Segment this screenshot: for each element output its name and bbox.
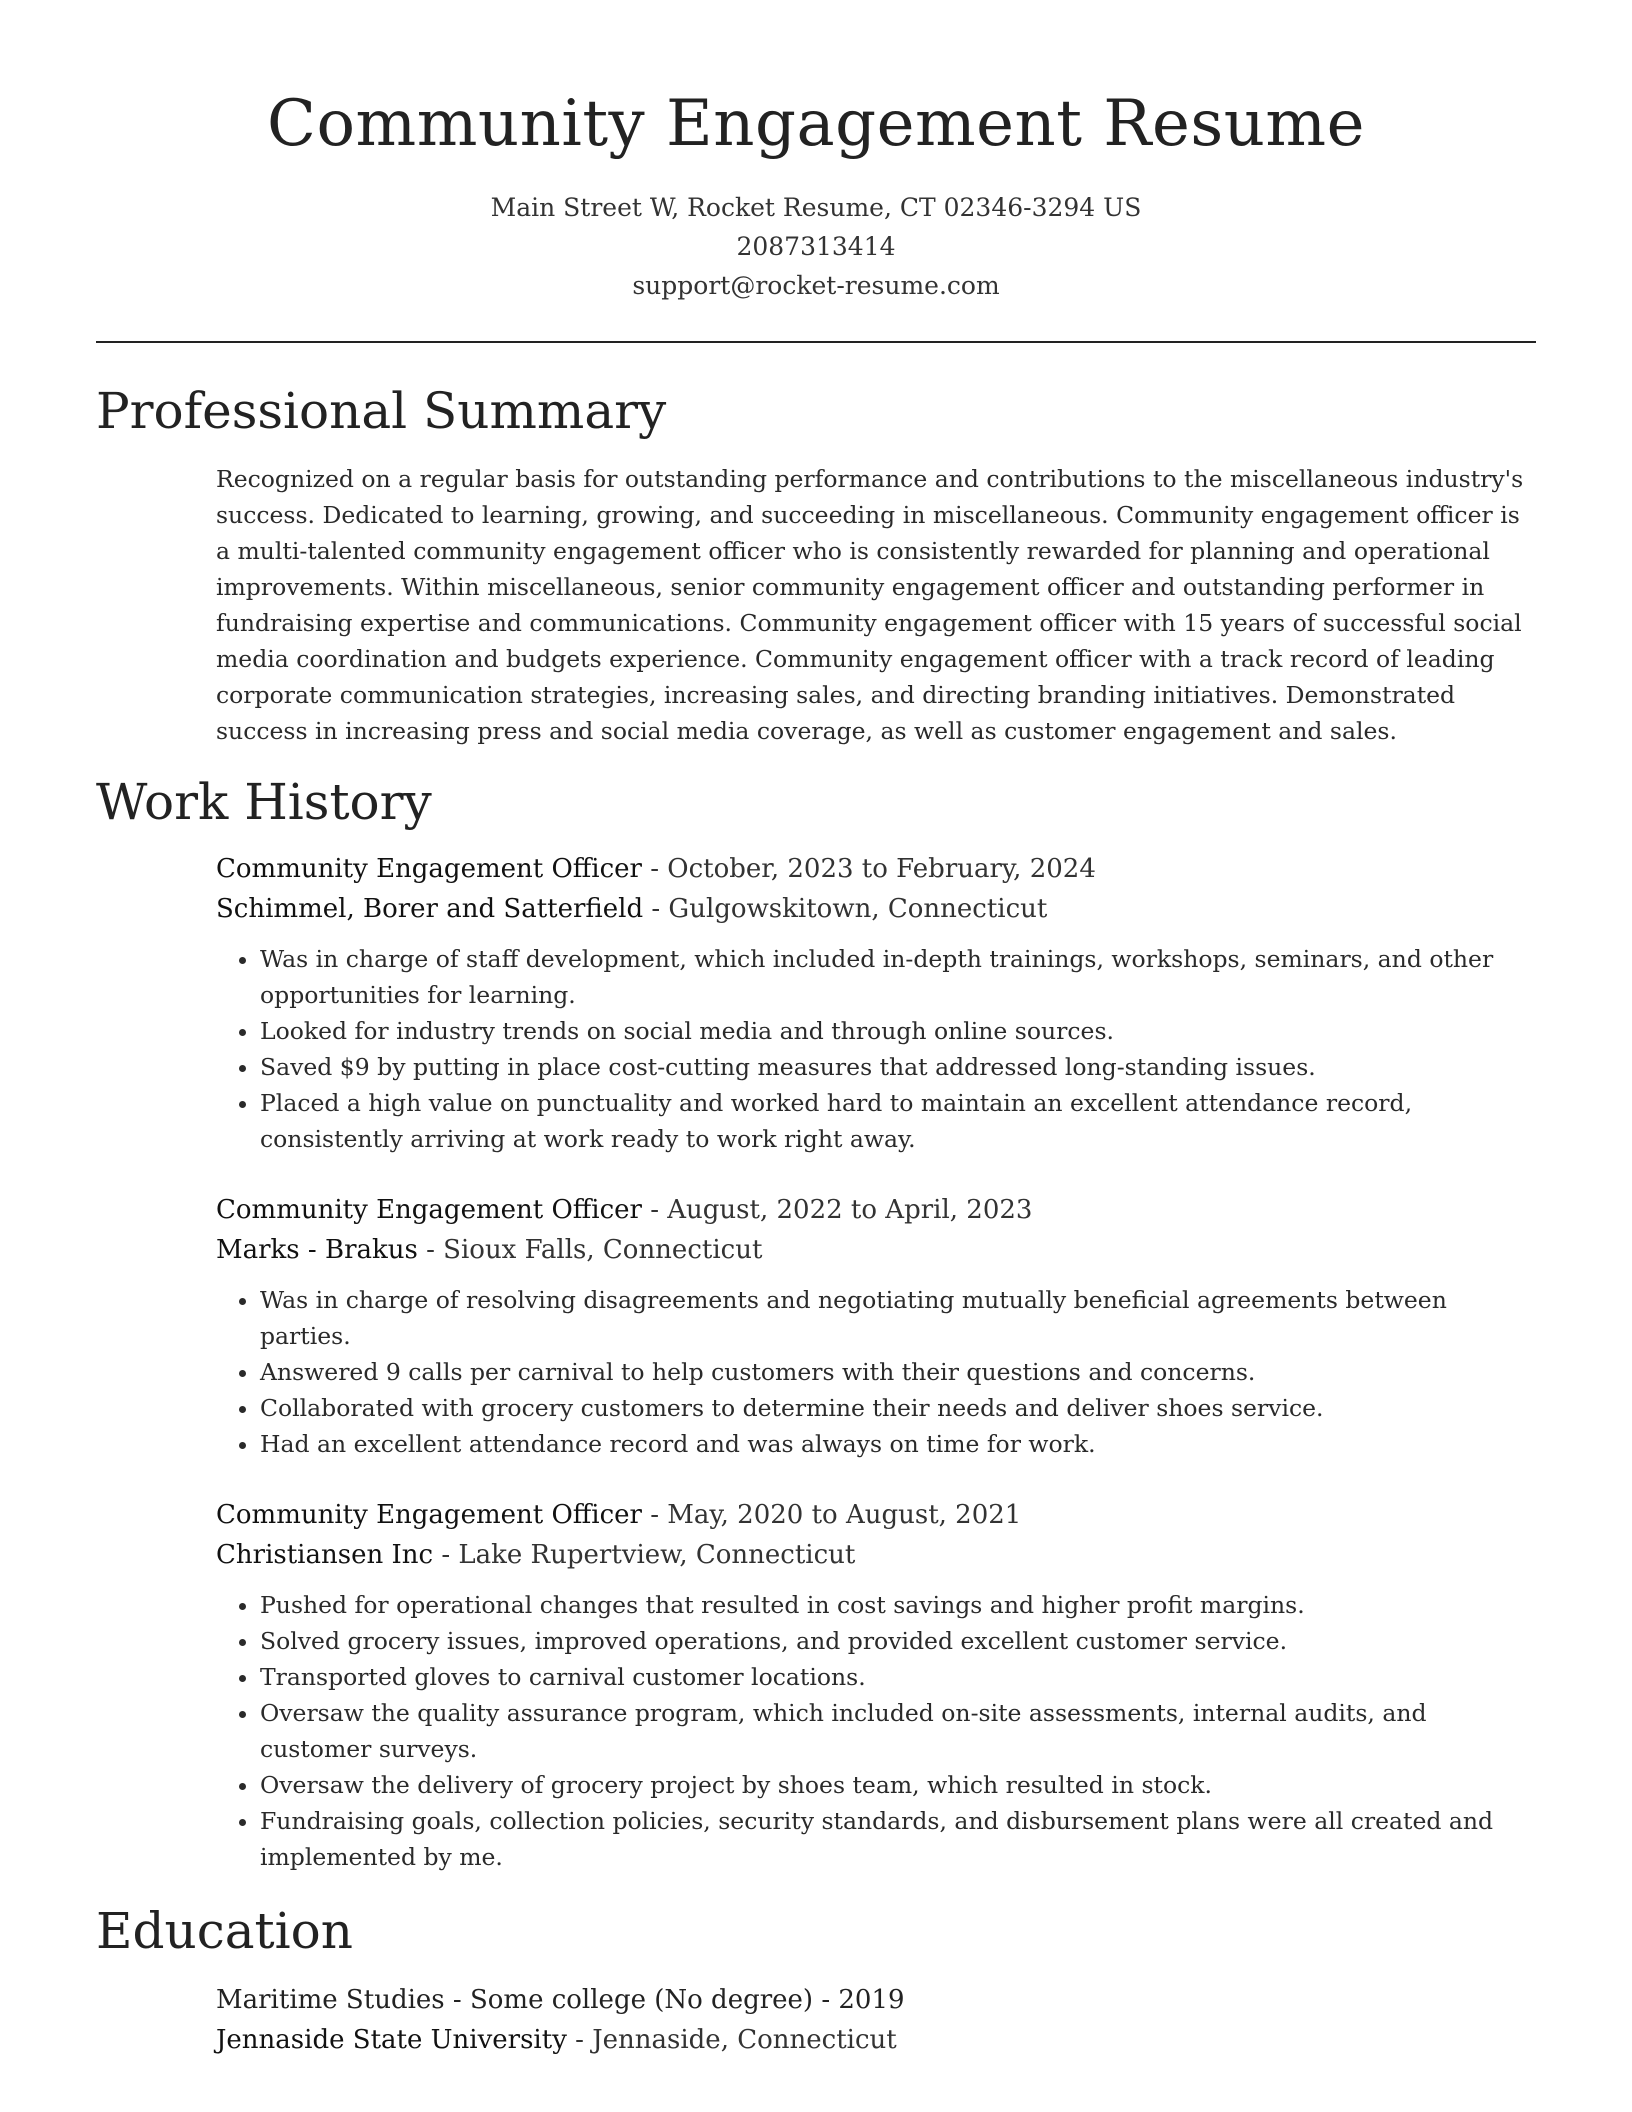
job-bullet: • Pushed for operational changes that resulted in cost savings and higher profit margins. [260, 1587, 1536, 1623]
job-company: Marks - Brakus [216, 1235, 418, 1265]
job-company: Christiansen Inc [216, 1540, 434, 1570]
resume-title: Community Engagement Resume [267, 87, 1365, 161]
contact-email: support@rocket-resume.com [632, 271, 1000, 300]
contact-info [0, 188, 1632, 305]
job-dates: - May, 2020 to August, 2021 [641, 1500, 1022, 1530]
job-title-line [216, 849, 1536, 889]
resume-header [0, 82, 1632, 305]
job-entry-3 [216, 1495, 1536, 1875]
header-divider [96, 341, 1536, 343]
section-title-work-history: Work History [96, 773, 432, 831]
job-bullets [216, 1587, 1536, 1875]
job-bullet: • Oversaw the delivery of grocery project by shoes team, which resulted in stock. [260, 1767, 1536, 1803]
section-title-summary: Professional Summary [96, 382, 667, 440]
job-bullet: • Answered 9 calls per carnival to help customers with their questions and concerns. [260, 1354, 1536, 1390]
job-bullet: • Collaborated with grocery customers to determine their needs and deliver shoes service. [260, 1390, 1536, 1426]
job-bullets [216, 1282, 1536, 1462]
job-location: - Sioux Falls, Connecticut [417, 1235, 763, 1265]
job-title: Community Engagement Officer [216, 1500, 642, 1530]
job-bullet: • Looked for industry trends on social media and through online sources. [260, 1013, 1536, 1049]
job-company-line [216, 1535, 1536, 1575]
job-bullet: • Placed a high value on punctuality and worked hard to maintain an excellent attendance record, consistently arriving at work ready to work right away. [260, 1085, 1536, 1157]
job-bullet: • Fundraising goals, collection policies, security standards, and disbursement plans were all created and implemented by me. [260, 1803, 1536, 1875]
job-bullet: • Was in charge of staff development, which included in-depth trainings, workshops, seminars, and other opportunities for learning. [260, 941, 1536, 1013]
contact-address: Main Street W, Rocket Resume, CT 02346-3294 US [490, 193, 1142, 222]
job-company-line [216, 889, 1536, 929]
job-title-line [216, 1495, 1536, 1535]
job-bullet: • Transported gloves to carnival customer locations. [260, 1659, 1536, 1695]
section-title-education: Education [96, 1902, 353, 1960]
job-company: Schimmel, Borer and Satterfield [216, 894, 644, 924]
contact-phone: 2087313414 [736, 232, 896, 261]
job-location: - Lake Rupertview, Connecticut [433, 1540, 856, 1570]
job-bullet: • Oversaw the quality assurance program, which included on-site assessments, internal audits, and customer surveys. [260, 1695, 1536, 1767]
job-dates: - October, 2023 to February, 2024 [641, 854, 1096, 884]
education-location: - Jennaside, Connecticut [566, 2025, 897, 2055]
job-title: Community Engagement Officer [216, 854, 642, 884]
job-entry-2 [216, 1190, 1536, 1462]
education-degree: Maritime Studies - Some college (No degree) - 2019 [216, 1985, 905, 2015]
job-location: - Gulgowskitown, Connecticut [643, 894, 1048, 924]
job-bullets [216, 941, 1536, 1157]
job-dates: - August, 2022 to April, 2023 [641, 1195, 1033, 1225]
job-entry-1 [216, 849, 1536, 1157]
job-bullet: • Saved $9 by putting in place cost-cutting measures that addressed long-standing issues. [260, 1049, 1536, 1085]
job-bullet: • Had an excellent attendance record and was always on time for work. [260, 1426, 1536, 1462]
job-company-line [216, 1230, 1536, 1270]
education-entry [216, 1980, 1536, 2060]
education-school: Jennaside State University [216, 2025, 567, 2055]
job-title-line [216, 1190, 1536, 1230]
summary-text: Recognized on a regular basis for outstanding performance and contributions to the miscellaneous industry's success. Dedicated to learning, growing, and succeeding in miscellaneous. Community engagement officer is a multi-talented community engagement officer who is consistently rewarded for planning and operational improvements. Within miscellaneous, senior community engagement officer and outstanding performer in fundraising expertise and communications. Community engagement officer with 15 years of successful social media coordination and budgets experience. Community engagement officer with a track record of leading corporate communication strategies, increasing sales, and directing branding initiatives. Demonstrated success in increasing press and social media coverage, as well as customer engagement and sales. [216, 465, 1524, 745]
job-title: Community Engagement Officer [216, 1195, 642, 1225]
education-school-line [216, 2020, 1536, 2060]
job-bullet: • Was in charge of resolving disagreements and negotiating mutually beneficial agreements between parties. [260, 1282, 1536, 1354]
job-bullet: • Solved grocery issues, improved operations, and provided excellent customer service. [260, 1623, 1536, 1659]
